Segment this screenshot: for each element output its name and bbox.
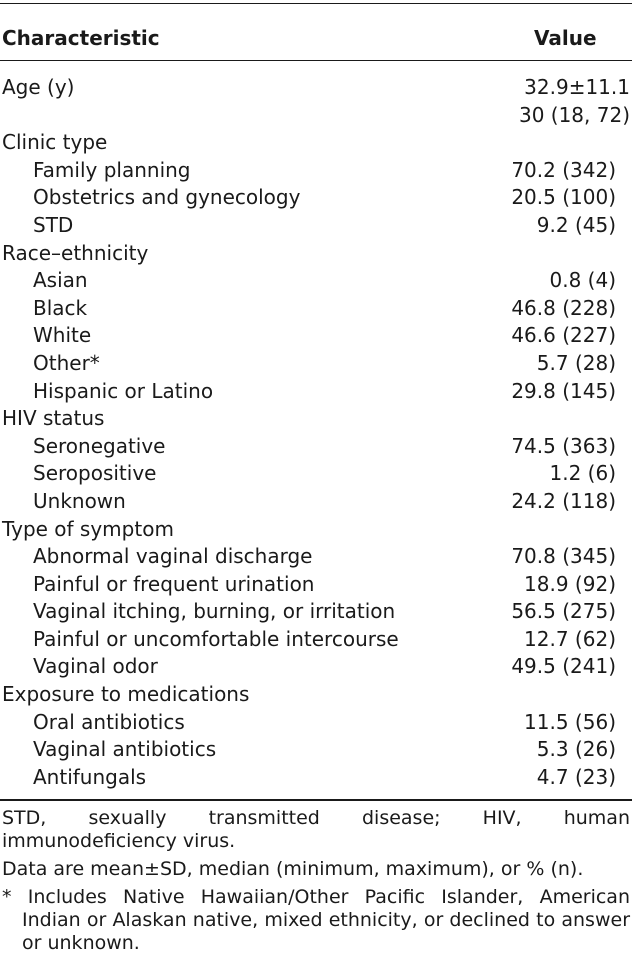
table-group-row [0, 516, 632, 544]
table-row [0, 350, 632, 378]
table-row [0, 267, 632, 295]
row-label: Vaginal odor [33, 654, 158, 679]
row-value: 0.8 (4) [549, 268, 616, 293]
row-value: 20.5 (100) [511, 185, 616, 210]
row-label: Age (y) [2, 75, 75, 99]
row-label: Other* [33, 350, 100, 375]
table-row [0, 212, 632, 240]
row-value: 70.8 (345) [511, 544, 616, 569]
row-value: 49.5 (241) [511, 654, 616, 679]
row-label: Type of symptom [2, 516, 174, 541]
table-row [0, 626, 632, 654]
row-label: Abnormal vaginal discharge [33, 544, 313, 569]
row-label: STD [33, 212, 74, 237]
table-row [0, 74, 632, 102]
row-value: 9.2 (45) [536, 212, 616, 237]
table-row [0, 184, 632, 212]
row-label: Asian [33, 268, 88, 293]
row-value: 46.6 (227) [511, 323, 616, 348]
table-row [0, 571, 632, 599]
table-group-row [0, 681, 632, 709]
table-row [0, 653, 632, 681]
table-body [0, 74, 632, 791]
footnote-other: * Includes Native Hawaiian/Other Pacific Islander, American Indian or Alaskan native, mixed ethnicity, or declined to answer or unknown. [2, 886, 630, 954]
table-row [0, 295, 632, 323]
table-group-row [0, 405, 632, 433]
table-row [0, 709, 632, 737]
row-value: 18.9 (92) [524, 571, 616, 596]
row-label: Vaginal antibiotics [33, 737, 217, 762]
table-row [0, 460, 632, 488]
row-label: Vaginal itching, burning, or irritation [33, 599, 396, 624]
row-value: 5.3 (26) [536, 737, 616, 762]
table-row [0, 102, 632, 130]
row-value: 29.8 (145) [511, 378, 616, 403]
header-characteristic: Characteristic [2, 26, 160, 50]
table-group-row [0, 240, 632, 268]
row-value: 70.2 (342) [511, 157, 616, 182]
table-bottom-rule [0, 799, 632, 801]
row-value: 74.5 (363) [511, 433, 616, 458]
row-label: Seropositive [33, 461, 157, 486]
table-row [0, 378, 632, 406]
row-value: 4.7 (23) [536, 764, 616, 789]
table-row [0, 736, 632, 764]
footnote-abbreviations: STD, sexually transmitted disease; HIV, human immunodeficiency virus. [2, 807, 630, 852]
table-row [0, 598, 632, 626]
row-label: Hispanic or Latino [33, 378, 214, 403]
row-label: White [33, 323, 92, 348]
row-value: 30 (18, 72) [518, 102, 630, 127]
header-value: Value [534, 26, 597, 50]
table-row [0, 543, 632, 571]
row-label: Painful or frequent urination [33, 571, 315, 596]
row-label: Painful or uncomfortable intercourse [33, 626, 399, 651]
table-row [0, 433, 632, 461]
footnote-data-format: Data are mean±SD, median (minimum, maximum), or % (n). [2, 858, 584, 880]
row-value: 11.5 (56) [524, 709, 616, 734]
row-value: 1.2 (6) [549, 461, 616, 486]
row-value: 12.7 (62) [524, 626, 616, 651]
row-label: Exposure to medications [2, 682, 250, 707]
table-footnotes [2, 807, 630, 960]
row-value: 24.2 (118) [511, 488, 616, 513]
row-label: Seronegative [33, 433, 166, 458]
row-value: 46.8 (228) [511, 295, 616, 320]
row-label: Unknown [33, 488, 126, 513]
row-label: Obstetrics and gynecology [33, 185, 301, 210]
row-label: Antifungals [33, 764, 147, 789]
table-row [0, 322, 632, 350]
table-top-rule [0, 3, 632, 4]
row-label: HIV status [2, 406, 105, 431]
row-label: Race–ethnicity [2, 240, 149, 265]
row-value: 56.5 (275) [511, 599, 616, 624]
row-label: Oral antibiotics [33, 709, 185, 734]
row-value: 5.7 (28) [536, 350, 616, 375]
table-group-row [0, 129, 632, 157]
row-label: Black [33, 295, 88, 320]
row-value: 32.9±11.1 [524, 75, 630, 99]
table-row [0, 764, 632, 792]
table-row [0, 488, 632, 516]
header-rule [0, 60, 632, 61]
row-label: Family planning [33, 157, 191, 182]
row-label: Clinic type [2, 130, 108, 155]
table-row [0, 157, 632, 185]
